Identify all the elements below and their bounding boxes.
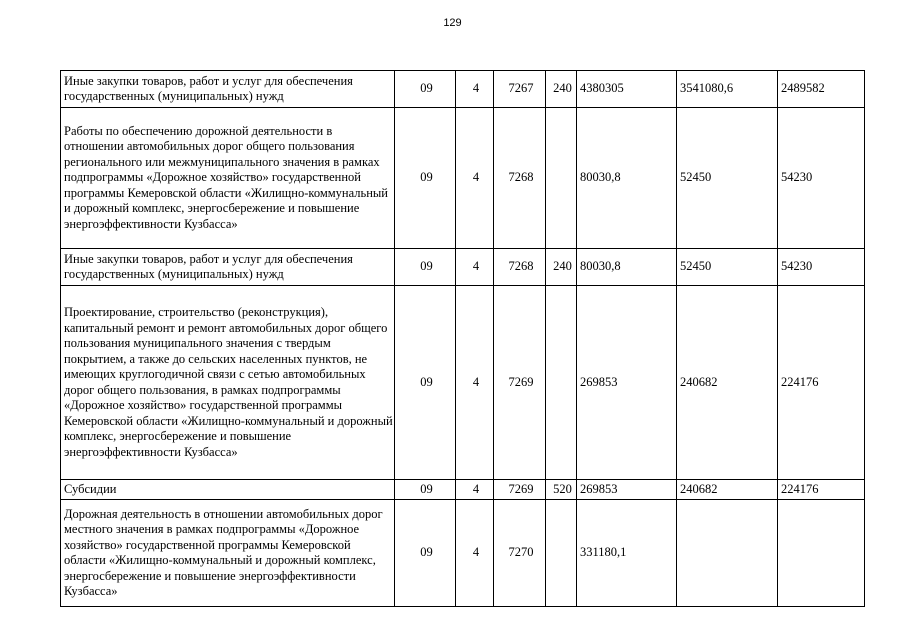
amount3-cell: 224176 xyxy=(778,480,865,500)
amount1-cell: 80030,8 xyxy=(577,108,677,249)
amount2-cell xyxy=(677,500,778,607)
amount3-cell: 54230 xyxy=(778,108,865,249)
amount1-cell: 4380305 xyxy=(577,71,677,108)
amount3-cell xyxy=(778,500,865,607)
row-description: Проектирование, строительство (реконструкция), капитальный ремонт и ремонт автомобильных дорог общего пользования муниципального значения с твердым покрытием, а также до сельских населенных пунктов, не имеющих круглогодичной связи с сетью автомобильных дорог общего пользования, в рамках подпрограммы «Дорожное хозяйство» государственной программы Кемеровской области «Жилищно-коммунальный и дорожный комплекс, энергосбережение и повышение энергоэффективности Кузбасса» xyxy=(61,286,395,480)
subsection-cell: 4 xyxy=(456,286,494,480)
code-cell: 7269 xyxy=(494,286,546,480)
code-cell: 7268 xyxy=(494,108,546,249)
table-row xyxy=(61,500,865,607)
subsection-cell: 4 xyxy=(456,249,494,286)
table-row xyxy=(61,480,865,500)
amount2-cell: 240682 xyxy=(677,480,778,500)
section-cell: 09 xyxy=(395,108,456,249)
table-row xyxy=(61,108,865,249)
section-cell: 09 xyxy=(395,500,456,607)
subsection-cell: 4 xyxy=(456,480,494,500)
type-cell xyxy=(546,286,577,480)
type-cell: 240 xyxy=(546,71,577,108)
code-cell: 7268 xyxy=(494,249,546,286)
type-cell: 520 xyxy=(546,480,577,500)
amount2-cell: 52450 xyxy=(677,249,778,286)
subsection-cell: 4 xyxy=(456,71,494,108)
section-cell: 09 xyxy=(395,249,456,286)
section-cell: 09 xyxy=(395,480,456,500)
amount1-cell: 269853 xyxy=(577,480,677,500)
amount3-cell: 2489582 xyxy=(778,71,865,108)
amount1-cell: 331180,1 xyxy=(577,500,677,607)
budget-table xyxy=(60,70,865,607)
section-cell: 09 xyxy=(395,71,456,108)
row-description: Иные закупки товаров, работ и услуг для обеспечения государственных (муниципальных) нужд xyxy=(61,249,395,286)
row-description: Дорожная деятельность в отношении автомобильных дорог местного значения в рамках подпрограммы «Дорожное хозяйство» государственной программы Кемеровской области «Жилищно-коммунальный и дорожный комплекс, энергосбережение и повышение энергоэффективности Кузбасса» xyxy=(61,500,395,607)
code-cell: 7269 xyxy=(494,480,546,500)
amount2-cell: 240682 xyxy=(677,286,778,480)
code-cell: 7267 xyxy=(494,71,546,108)
amount2-cell: 52450 xyxy=(677,108,778,249)
table-row xyxy=(61,286,865,480)
section-cell: 09 xyxy=(395,286,456,480)
table-row xyxy=(61,71,865,108)
type-cell xyxy=(546,500,577,607)
amount1-cell: 80030,8 xyxy=(577,249,677,286)
amount1-cell: 269853 xyxy=(577,286,677,480)
table-row xyxy=(61,249,865,286)
row-description: Субсидии xyxy=(61,480,395,500)
amount3-cell: 54230 xyxy=(778,249,865,286)
row-description: Иные закупки товаров, работ и услуг для обеспечения государственных (муниципальных) нужд xyxy=(61,71,395,108)
type-cell: 240 xyxy=(546,249,577,286)
amount2-cell: 3541080,6 xyxy=(677,71,778,108)
subsection-cell: 4 xyxy=(456,500,494,607)
amount3-cell: 224176 xyxy=(778,286,865,480)
code-cell: 7270 xyxy=(494,500,546,607)
subsection-cell: 4 xyxy=(456,108,494,249)
row-description: Работы по обеспечению дорожной деятельности в отношении автомобильных дорог общего пользования регионального или межмуниципального значения в рамках подпрограммы «Дорожное хозяйство» государственной программы Кемеровской области «Жилищно-коммунальный и дорожный комплекс, энергосбережение и повышение энергоэффективности Кузбасса» xyxy=(61,108,395,249)
type-cell xyxy=(546,108,577,249)
page-number: 129 xyxy=(443,17,462,29)
